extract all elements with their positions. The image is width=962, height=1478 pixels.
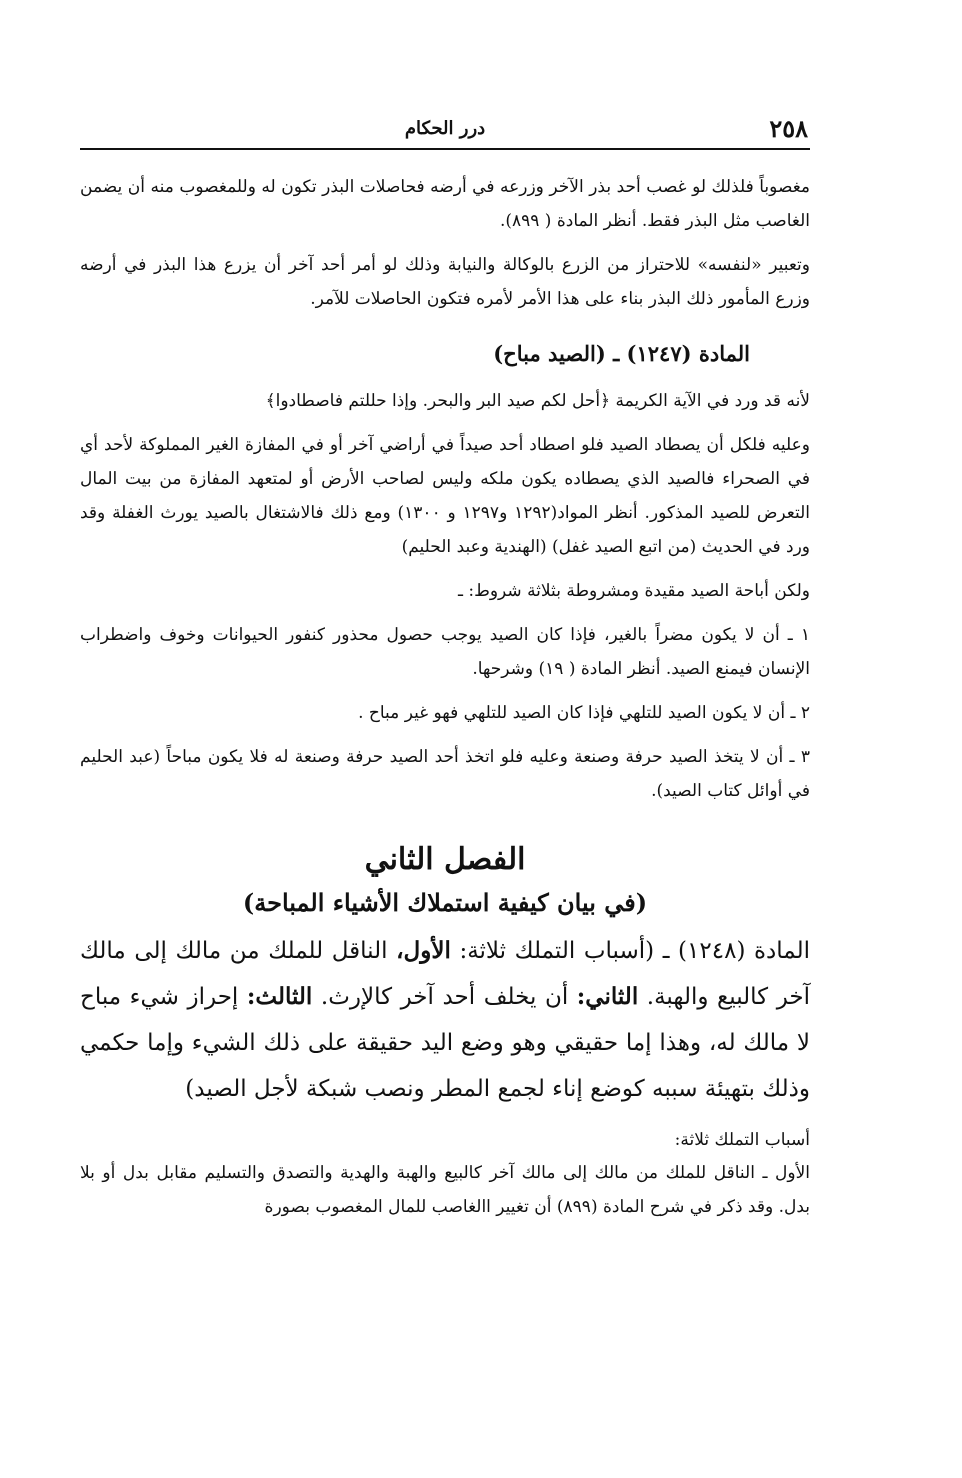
page-header xyxy=(80,108,810,150)
chapter-subtitle: (في بيان كيفية استملاك الأشياء المباحة) xyxy=(242,888,648,917)
commentary-label: أسباب التملك ثلاثة: xyxy=(674,1130,810,1150)
condition-item: ١ ـ أن لا يكون مضراً بالغير، فإذا كان الصيد يوجب حصول محذور كنفور الحيوانات وخوف واضطراب الإنسان فيمنع الصيد. أنظر المادة ( ١٩) وشرحها. xyxy=(80,625,810,679)
article-1248-part: أن يخلف أحد آخر كالإرث. xyxy=(312,984,577,1010)
article-1247-heading: المادة (١٢٤٧) ـ (الصيد مباح) xyxy=(493,341,750,366)
page-number: ٢٥٨ xyxy=(769,114,808,143)
condition-item: ٢ ـ أن لا يكون الصيد للتلهي فإذا كان الصيد للتلهي فهو غير مباح . xyxy=(358,703,810,723)
article-1248-part: المادة (١٢٤٨) ـ (أسباب التملك ثلاثة: xyxy=(450,938,811,964)
paragraph: مغصوباً فلذلك لو غصب أحد بذر الآخر وزرعه في أرضه فحاصلات البذر تكون له وللمغصوب منه أن يضمن الغاصب مثل البذر فقط. أنظر المادة ( ٨٩٩). xyxy=(80,177,810,231)
paragraph: وعليه فلكل أن يصطاد الصيد فلو اصطاد أحد صيداً في أراضي آخر أو في المفازة الغير المملوكة لأحد أي في الصحراء فالصيد الذي يصطاده يكون ملكه وليس لصاحب الأرض أو لمتعهد المفازة من بيت المال التعرض للصيد المذكور. أنظر المواد(١٢٩٢ و١٢٩٧ و ١٣٠٠) ومع ذلك فالاشتغال بالصيد يورث الغفلة وقد ورد في الحديث (من اتبع الصيد غفل) (الهندية وعبد الحليم) xyxy=(80,435,810,557)
paragraph: لأنه قد ورد في الآية الكريمة ﴿أحل لكم صيد البر والبحر. وإذا حللتم فاصطادوا﴾ xyxy=(265,391,810,411)
article-1248-text xyxy=(80,928,810,1112)
commentary-text: الأول ـ الناقل للملك من مالك إلى مالك آخر كالبيع والهبة والهدية والتصدق والتسليم مقابل بدل أو بلا بدل. وقد ذكر في شرح المادة (٨٩٩) أن تغيير االغاصب للمال المغصوب بصورة xyxy=(80,1163,810,1217)
article-1248-part: إحراز شيء مباح لا مالك له، وهذا إما حقيقي وهو وضع اليد حقيقة على ذلك الشيء وإما حكمي وذلك بتهيئة سببه كوضع إناء لجمع المطر ونصب شبكة لأجل الصيد) xyxy=(80,984,810,1102)
article-1248-bold: الأول، xyxy=(396,937,451,964)
paragraph: وتعبير «لنفسه» للاحتراز من الزرع بالوكالة والنيابة وذلك لو أمر أحد آخر أن يزرع هذا البذر في أرضه وزرع المأمور ذلك البذر بناء على هذا الأمر لأمره فتكون الحاصلات للآمر. xyxy=(80,255,810,309)
running-title: درر الحكام xyxy=(404,118,486,139)
condition-item: ٣ ـ أن لا يتخذ الصيد حرفة وصنعة وعليه فلو اتخذ أحد الصيد حرفة وصنعة له فلا يكون مباحاً (عبد الحليم في أوائل كتاب الصيد). xyxy=(80,747,810,801)
article-1248-bold: الثاني: xyxy=(576,983,639,1010)
paragraph: ولكن أباحة الصيد مقيدة ومشروطة بثلاثة شروط: ـ xyxy=(458,581,810,601)
article-1248-part: الناقل للملك من مالك إلى مالك آخر كالبيع والهبة. xyxy=(80,938,810,1010)
chapter-title: الفصل الثاني xyxy=(364,842,526,877)
article-1248-bold: الثالث: xyxy=(246,983,313,1010)
book-page xyxy=(80,108,810,1224)
